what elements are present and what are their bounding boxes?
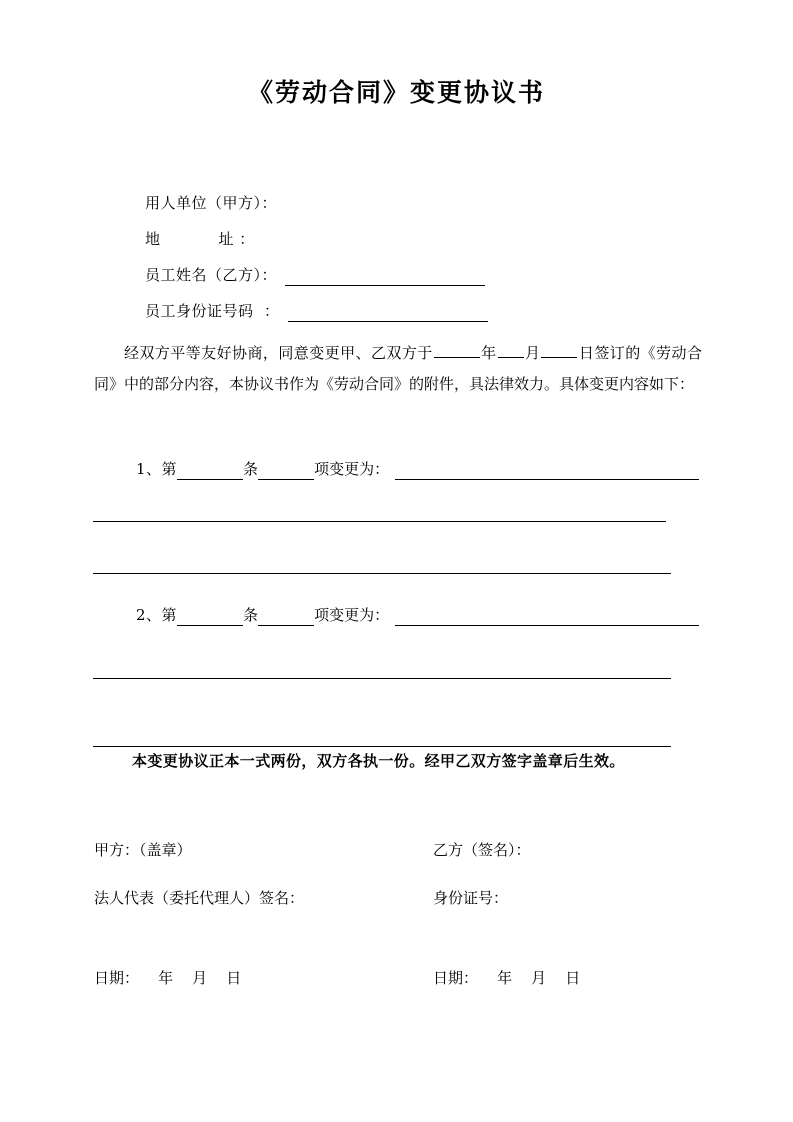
item-1-article-unit: 条 <box>243 460 259 478</box>
amendment-item-2-head <box>94 604 699 626</box>
page-title: 《劳动合同》变更协议书 <box>247 78 545 107</box>
field-label-employer: 用人单位（甲方）： <box>145 194 278 212</box>
field-label-address: 地 址 ： <box>145 230 255 248</box>
amendment-item-2-writing-line-2[interactable] <box>93 746 671 747</box>
field-label-employee-name: 员工姓名（乙方）： <box>145 266 278 284</box>
amendment-item-1-head <box>94 458 699 480</box>
legal-representative-label: 法人代表（委托代理人）签名： <box>94 889 305 907</box>
unit-year: 年 <box>480 344 497 362</box>
item-2-clause-unit: 项变更为： <box>314 606 390 624</box>
party-field-block <box>145 178 665 322</box>
field-row-employee-name <box>145 250 665 286</box>
signature-party-a-seal-label: 甲方：（盖章） <box>94 841 192 859</box>
item-1-clause-blank[interactable] <box>258 462 314 480</box>
item-1-clause-unit: 项变更为： <box>314 460 390 478</box>
date-label-party-a: 日期： 年 月 日 <box>94 969 242 987</box>
field-value-employer[interactable] <box>285 197 485 214</box>
field-value-employee-name[interactable] <box>285 268 485 286</box>
field-label-employee-id: 员工身份证号码 ： <box>145 302 280 320</box>
item-2-content-blank[interactable] <box>395 608 699 626</box>
field-row-address <box>145 214 665 250</box>
amendment-item-1-writing-line-2[interactable] <box>93 573 671 574</box>
paragraph-text-part1: 经双方平等友好协商，同意变更甲、乙双方于 <box>124 344 433 362</box>
item-2-clause-blank[interactable] <box>258 608 314 626</box>
item-1-number: 1、第 <box>136 460 178 478</box>
item-1-article-blank[interactable] <box>177 462 243 480</box>
unit-month: 月 <box>524 344 541 362</box>
item-1-content-blank[interactable] <box>395 462 699 480</box>
closing-statement: 本变更协议正本一式两份，双方各执一份。经甲乙双方签字盖章后生效。 <box>132 752 625 770</box>
field-row-employer <box>145 178 665 214</box>
employee-id-number-label: 身份证号： <box>433 889 509 907</box>
blank-year[interactable] <box>434 342 480 358</box>
blank-day[interactable] <box>541 342 577 358</box>
field-value-address[interactable] <box>263 233 463 250</box>
field-value-employee-id[interactable] <box>288 304 488 322</box>
item-2-article-blank[interactable] <box>177 608 243 626</box>
amendment-item-1-writing-line-1[interactable] <box>93 521 666 522</box>
item-2-number: 2、第 <box>136 606 178 624</box>
signature-party-b-sign-label: 乙方（签名）： <box>433 841 531 859</box>
field-row-employee-id <box>145 286 665 322</box>
paragraph-text-part2: 签订的《劳动合同》中的部分内容，本协议书作为《劳动合同》的附件，具法律效力。具体变更内容如下： <box>94 344 702 393</box>
unit-day: 日 <box>578 344 595 362</box>
amendment-item-2 <box>94 604 699 626</box>
amendment-item-1 <box>94 458 699 480</box>
date-label-party-b: 日期： 年 月 日 <box>433 969 581 987</box>
blank-month[interactable] <box>498 342 524 358</box>
item-2-article-unit: 条 <box>243 606 259 624</box>
amendment-item-2-writing-line-1[interactable] <box>93 678 671 679</box>
agreement-paragraph <box>94 338 702 400</box>
